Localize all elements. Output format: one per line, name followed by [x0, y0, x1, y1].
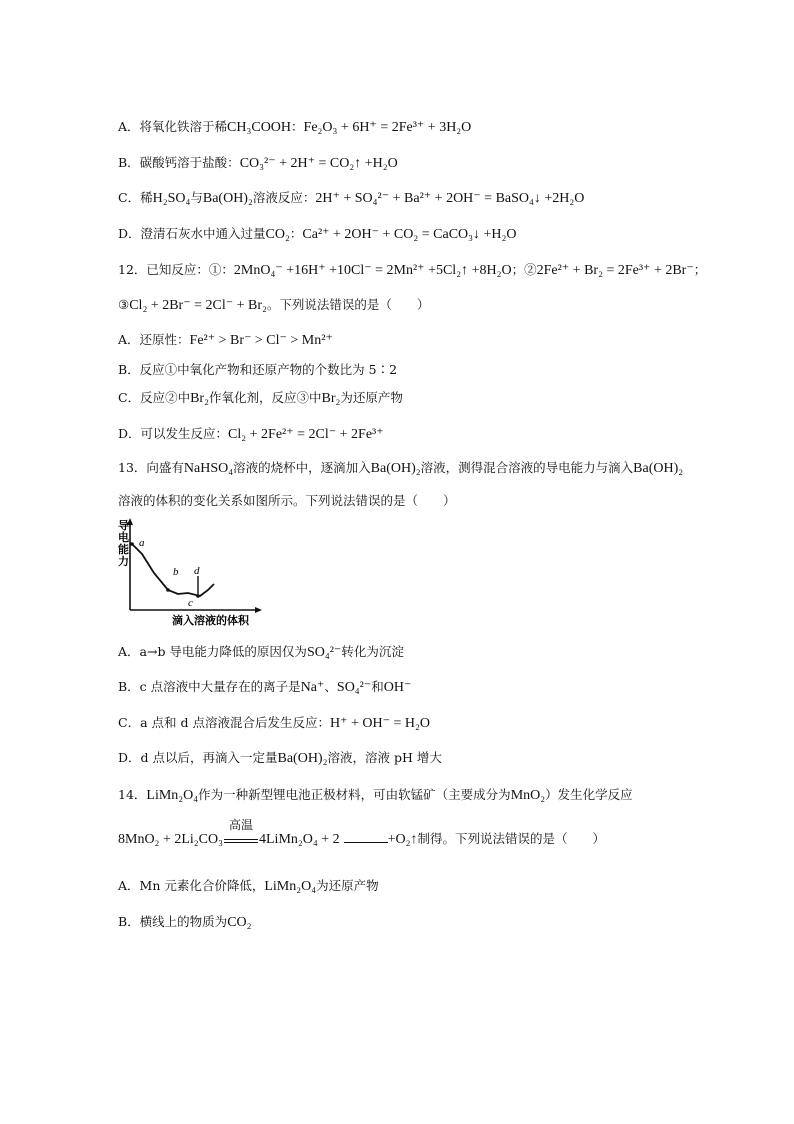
point-a — [130, 542, 134, 546]
q13-stem-line2 — [118, 492, 456, 510]
condition-text: 高温 — [228, 818, 253, 832]
y-label-2: 电 — [118, 531, 129, 544]
q11-option-d — [118, 225, 517, 244]
text: 溶液，溶液 pH 增大 — [327, 750, 442, 765]
text: ： — [291, 119, 304, 134]
q12-option-b — [118, 361, 397, 379]
point-c — [196, 594, 200, 598]
text: 为还原产物 — [316, 878, 379, 893]
text: 转化为沉淀 — [341, 644, 404, 659]
formula: Na⁺ — [300, 680, 325, 695]
formula: CO₂ — [265, 227, 290, 242]
text: A．将氧化铁溶于稀 — [118, 119, 228, 134]
text: 溶液反应： — [252, 190, 316, 205]
label-a: a — [139, 537, 145, 549]
text: B．碳酸钙溶于盐酸： — [118, 155, 240, 170]
text: C．a 点和 d 点溶液混合后发生反应： — [118, 715, 330, 730]
double-line — [224, 839, 258, 843]
text: 、 — [324, 679, 337, 694]
text: 12．已知反应：①： — [118, 262, 234, 277]
formula: 2H⁺ + SO₄²⁻ + Ba²⁺ + 2OH⁻ = BaSO₄↓ +2H₂O — [315, 191, 585, 206]
formula: Ba(OH)₂ — [370, 461, 421, 476]
text: D．d 点以后，再滴入一定量 — [118, 750, 278, 765]
text: A．Mn 元素化合价降低， — [118, 878, 265, 893]
q12-stem-line1 — [118, 261, 706, 280]
answer-blank — [344, 830, 388, 843]
text: 溶液，测得混合溶液的导电能力与滴入 — [420, 460, 634, 475]
text: A．还原性： — [118, 332, 190, 347]
text: 与 — [190, 190, 203, 205]
formula: CO₂ — [227, 915, 252, 930]
text: A．a→b 导电能力降低的原因仅为 — [118, 644, 307, 659]
text: ）发生化学反应 — [545, 787, 633, 802]
text: B．c 点溶液中大量存在的离子是 — [118, 679, 301, 694]
q13-stem-line1 — [118, 459, 683, 478]
formula: Ba(OH)₂ — [633, 461, 684, 476]
text: 溶液的体积的变化关系如图所示。下列说法错误的是（ ） — [118, 493, 456, 508]
q14-stem-line1 — [118, 786, 633, 805]
label-b: b — [173, 566, 179, 578]
q12-option-d — [118, 425, 384, 444]
formula: Ba(OH)₂ — [277, 751, 328, 766]
q14-stem-line2 — [118, 818, 606, 849]
text: D．可以发生反应： — [118, 426, 229, 441]
formula: Br₂ — [190, 391, 209, 406]
formula: H₂SO₄ — [152, 191, 191, 206]
q13-option-c — [118, 714, 430, 733]
text: 14． — [118, 787, 147, 802]
text: 。下列说法错误的是（ ） — [266, 297, 430, 312]
formula: LiMn₂O₄ — [264, 879, 317, 894]
q14-option-a — [118, 877, 379, 896]
q11-option-b — [118, 154, 398, 173]
formula: SO₄²⁻ — [306, 645, 342, 660]
text: C．稀 — [118, 190, 153, 205]
formula: Cl₂ + 2Br⁻ = 2Cl⁻ + Br₂ — [129, 298, 267, 313]
formula: Fe₂O₃ + 6H⁺ = 2Fe³⁺ + 3H₂O — [303, 120, 472, 135]
formula: Cl₂ + 2Fe²⁺ = 2Cl⁻ + 2Fe³⁺ — [228, 427, 384, 442]
formula: 2Fe²⁺ + Br₂ = 2Fe³⁺ + 2Br⁻ — [536, 263, 694, 278]
text: 溶液的烧杯中，逐滴加入 — [233, 460, 371, 475]
reaction-condition — [224, 818, 258, 843]
formula: MnO₂ — [510, 788, 546, 803]
text: ； — [693, 262, 707, 277]
text: B．反应①中氧化产物和还原产物的个数比为 5∶2 — [118, 362, 398, 377]
label-d: d — [194, 565, 200, 577]
text: 13．向盛有 — [118, 460, 184, 475]
text: C．反应②中 — [118, 390, 191, 405]
formula: NaHSO₄ — [183, 461, 234, 476]
q13-option-d — [118, 749, 442, 768]
text: 作为一种新型锂电池正极材料，可由软锰矿（主要成分为 — [198, 787, 511, 802]
x-label: 滴入溶液的体积 — [172, 614, 249, 627]
text: 为还原产物 — [340, 390, 403, 405]
formula: +O₂↑ — [387, 832, 418, 847]
formula: Ca²⁺ + 2OH⁻ + CO₂ = CaCO₃↓ +H₂O — [302, 227, 517, 242]
text: ；② — [511, 262, 537, 277]
q13-option-a — [118, 643, 404, 662]
q11-option-c — [118, 189, 584, 208]
y-label-3: 能 — [118, 543, 129, 556]
text: ： — [289, 226, 303, 241]
y-label-1: 导 — [118, 519, 129, 532]
formula: Fe²⁺ > Br⁻ > Cl⁻ > Mn²⁺ — [189, 333, 333, 348]
q12-option-c — [118, 389, 403, 408]
formula: SO₄²⁻ — [336, 680, 372, 695]
formula: CO₃²⁻ + 2H⁺ = CO₂↑ +H₂O — [239, 156, 398, 171]
text: B．横线上的物质为 — [118, 914, 228, 929]
q12-option-a — [118, 331, 333, 350]
text: 作氧化剂，反应③中 — [208, 390, 322, 405]
q11-option-a — [118, 118, 471, 137]
text: 和 — [371, 679, 384, 694]
formula: Ba(OH)₂ — [202, 191, 253, 206]
conductivity-graph — [118, 518, 268, 628]
q14-option-b — [118, 913, 252, 932]
text: ③ — [118, 297, 130, 312]
formula: H⁺ + OH⁻ = H₂O — [329, 716, 430, 731]
label-c: c — [188, 597, 193, 609]
text: D．澄清石灰水中通入过量 — [118, 226, 266, 241]
formula: LiMn₂O₄ — [146, 788, 199, 803]
formula: 2MnO₄⁻ +16H⁺ +10Cl⁻ = 2Mn²⁺ +5Cl₂↑ +8H₂O — [233, 263, 512, 278]
formula: CH₃COOH — [227, 120, 292, 135]
formula: Br₂ — [321, 391, 341, 406]
text: 制得。下列说法错误的是（ ） — [417, 831, 606, 846]
x-axis-arrow — [255, 607, 262, 613]
q13-option-b — [118, 678, 411, 697]
point-b — [166, 588, 170, 592]
formula: 4LiMn₂O₄ + 2 — [259, 832, 340, 847]
formula: OH⁻ — [383, 680, 412, 695]
formula: 8MnO₂ + 2Li₂CO₃ — [118, 832, 223, 847]
y-label-4: 力 — [118, 555, 129, 568]
q12-stem-line2 — [118, 296, 429, 315]
